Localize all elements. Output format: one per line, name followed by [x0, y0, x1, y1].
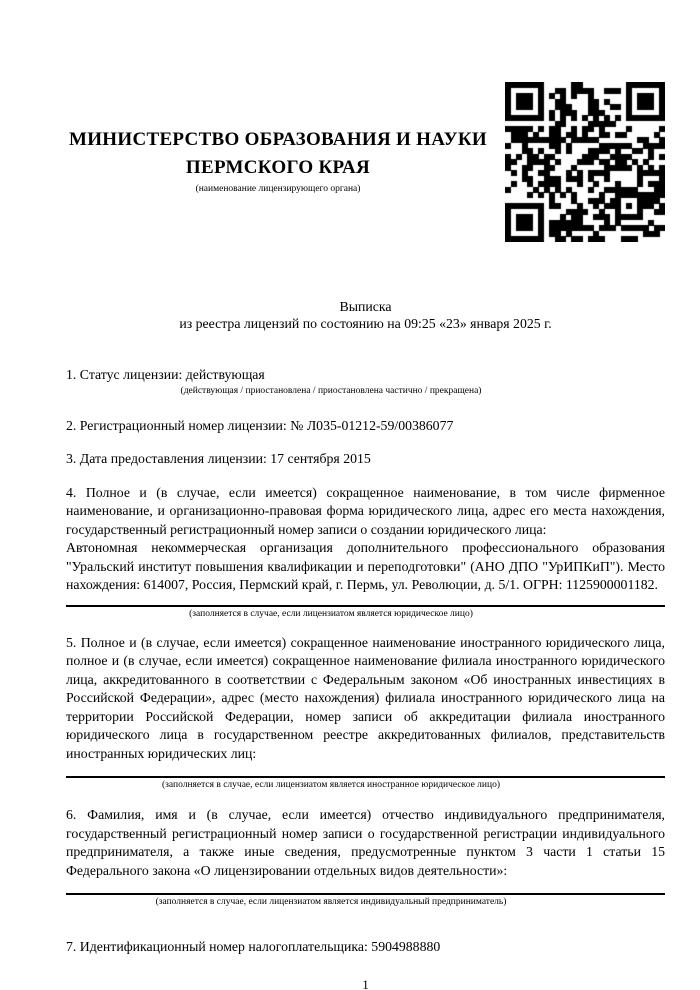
item-taxpayer-number [66, 938, 665, 957]
legal-entity-caption: (заполняется в случае, если лицензиатом является юридическое лицо) [189, 608, 473, 619]
title-line2: из реестра лицензий по состоянию на 09:25 «23» января 2025 г. [179, 316, 552, 331]
qr-code [505, 82, 665, 242]
qr-code-icon [505, 82, 665, 242]
foreign-entity-caption-wrap [66, 779, 596, 791]
license-status-caption-wrap [66, 385, 596, 397]
entrepreneur-caption-wrap [66, 896, 596, 908]
foreign-entity-caption: (заполняется в случае, если лицензиатом является иностранное юридическое лицо) [162, 780, 500, 790]
field-rule-foreign-entity [66, 776, 665, 778]
document-content [66, 0, 665, 990]
license-status-text: 1. Статус лицензии: действующая [66, 367, 265, 382]
licensing-authority-block [66, 82, 490, 242]
item-license-date [66, 450, 665, 469]
field-rule-entrepreneur [66, 893, 665, 895]
foreign-entity-label: 5. Полное и (в случае, если имеется) сокращенное наименование иностранного юридического лица, полное и (в случае, если имеется) сокращенное наименование филиала иностранного юридического лица, аккредитованного в соответствии с Федеральным законом «Об иностранных инвестициях в Российской Федерации», адрес (место нахождения) филиала иностранного юридического лица на территории Российской Федерации, номер записи об аккредитации филиала иностранного юридического лица в государственном реестре аккредитованных филиалов, представительств иностранных юридических лиц: [66, 634, 665, 761]
item-license-status [66, 366, 665, 397]
item-individual-entrepreneur [66, 806, 665, 908]
registration-number-text: 2. Регистрационный номер лицензии: № Л035-01212-59/00386077 [66, 417, 454, 433]
legal-entity-caption-wrap [66, 608, 596, 620]
legal-entity-label: 4. Полное и (в случае, если имеется) сокращенное наименование, в том числе фирменное наименование, и организационно-правовая форма юридического лица, адрес его места нахождения, государственный регистрационный номер записи о создании юридического лица: [66, 484, 665, 537]
item-foreign-entity [66, 634, 665, 792]
ministry-name-line1: МИНИСТЕРСТВО ОБРАЗОВАНИЯ И НАУКИ [68, 129, 488, 150]
entrepreneur-caption: (заполняется в случае, если лицензиатом является индивидуальный предприниматель) [155, 897, 507, 907]
item-registration-number [66, 417, 665, 436]
field-rule-legal-entity [66, 605, 665, 607]
title-line1: Выписка [339, 299, 392, 314]
document-title [66, 298, 665, 332]
license-date-text: 3. Дата предоставления лицензии: 17 сентября 2015 [66, 451, 371, 466]
license-status-caption: (действующая / приостановлена / приостановлена частично / прекращена) [180, 385, 482, 396]
authority-caption: (наименование лицензирующего органа) [195, 184, 361, 194]
document-header [66, 82, 665, 242]
taxpayer-number-text: 7. Идентификационный номер налогоплательщика: 5904988880 [66, 939, 441, 954]
page-number: 1 [362, 976, 369, 990]
legal-entity-value: Автономная некоммерческая организация дополнительного профессионального образования "Уральский институт повышения квалификации и переподготовки" (АНО ДПО "УрИПКиП"). Место нахождения: 614007, Россия, Пермский край, г. Пермь, ул. Революции, д. 5/1. ОГРН: 1125900001182. [66, 540, 665, 592]
entrepreneur-label: 6. Фамилия, имя и (в случае, если имеется) отчество индивидуального предпринимателя, государственный регистрационный номер записи о государственной регистрации индивидуального предпринимателя, а также иные сведения, предусмотренные пунктом 3 части 1 статьи 15 Федерального закона «О лицензировании отдельных видов деятельности»: [66, 807, 665, 878]
ministry-name-line2: ПЕРМСКОГО КРАЯ [185, 157, 371, 178]
item-legal-entity [66, 484, 665, 620]
